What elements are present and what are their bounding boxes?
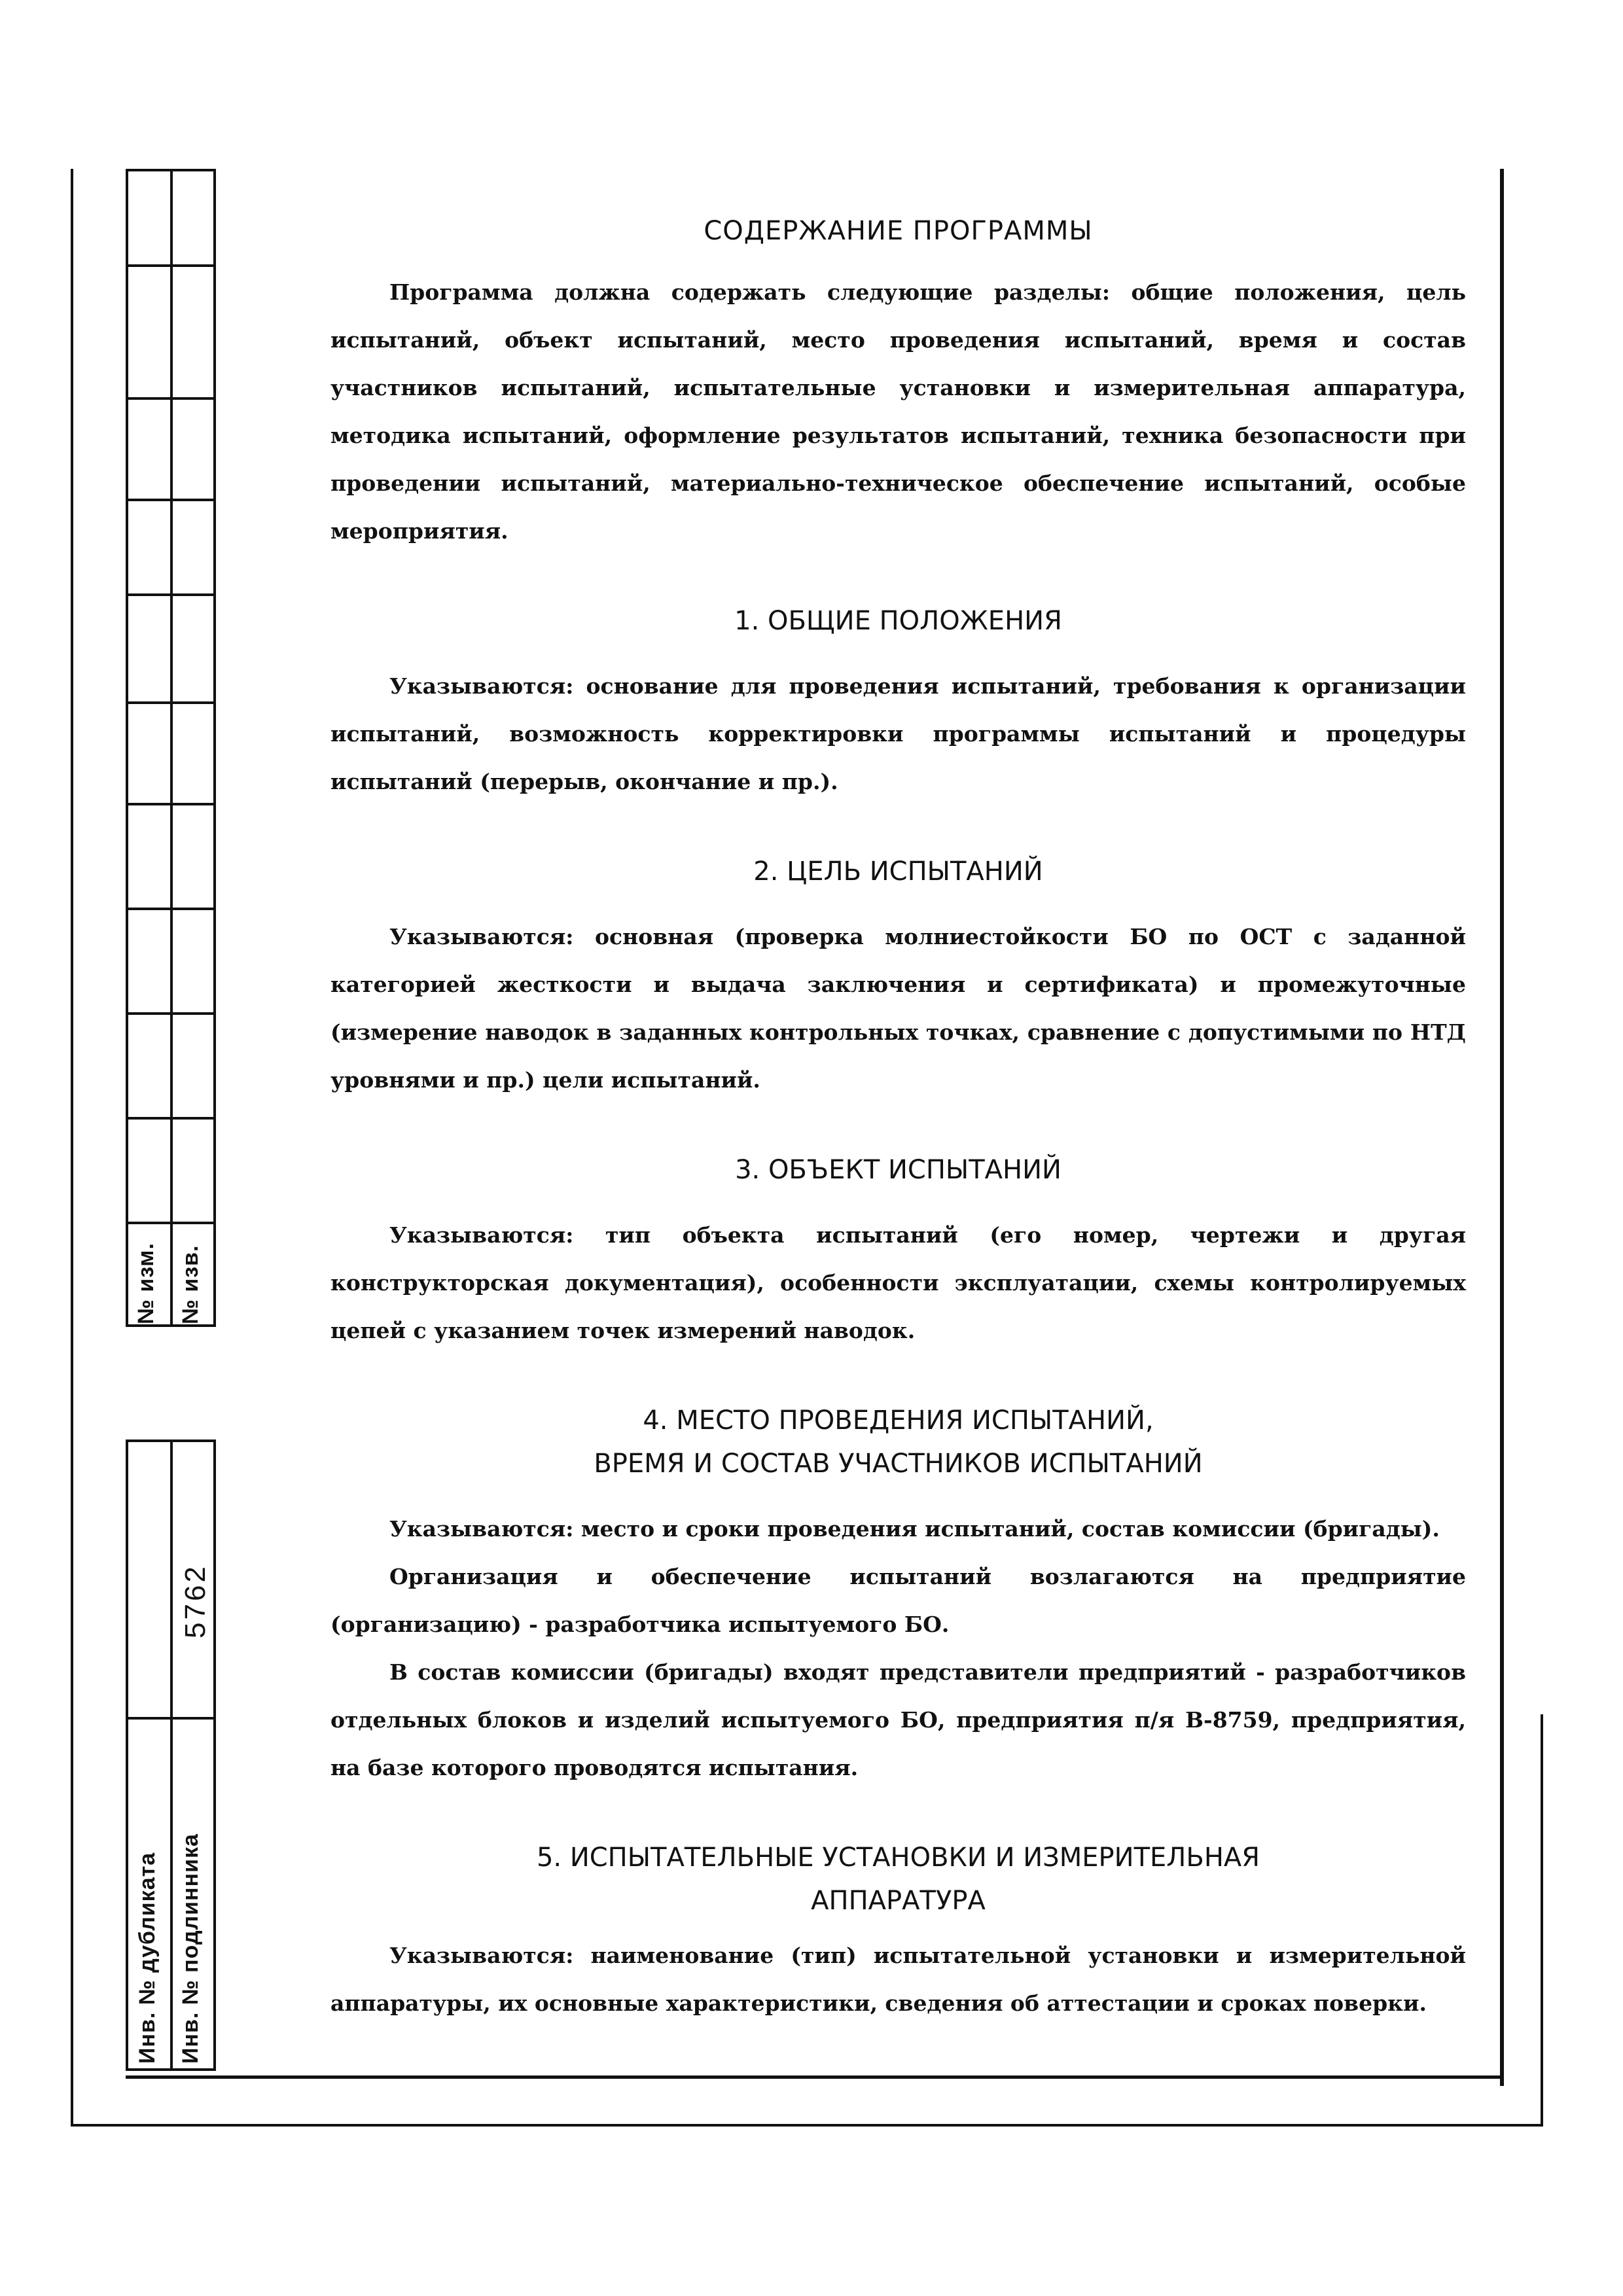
section-3-text: Указываются: тип объекта испытаний (его номер, чертежи и другая конструкторская документация), особенности эксплуатации, схемы контролируемых цепей с указанием точек измерений наводок. bbox=[330, 1222, 1466, 1343]
stamp-cell-line bbox=[128, 499, 213, 501]
stamp-cell-line bbox=[128, 1717, 213, 1720]
frame-right-outer bbox=[1541, 1714, 1543, 2127]
intro-paragraph: Программа должна содержать следующие разделы: общие положения, цель испытаний, объект испытаний, место проведения испытаний, время и состав участников испытаний, испытательные установки и измерительная аппаратура, методика испытаний, оформление результатов испытаний, техника безопасности при проведении испытаний, материально-техническое обеспечение испытаний, особые мероприятия. bbox=[330, 279, 1466, 544]
stamp-cell-line bbox=[128, 908, 213, 910]
stamp-cell-line bbox=[128, 803, 213, 805]
section-4-heading-line1: 4. МЕСТО ПРОВЕДЕНИЯ ИСПЫТАНИЙ, bbox=[643, 1405, 1154, 1436]
stamp-label-izv: № изв. bbox=[178, 1245, 203, 1324]
frame-left-outer bbox=[71, 169, 73, 2125]
stamp-cell-line bbox=[128, 1012, 213, 1015]
document-body bbox=[330, 216, 1466, 2027]
section-5-heading-line2: АППАРАТУРА bbox=[811, 1886, 986, 1916]
margin-stamp-bottom bbox=[126, 1439, 216, 2071]
stamp-cell-line bbox=[128, 264, 213, 267]
inv-number: 5762 bbox=[179, 1564, 211, 1638]
stamp-cell-line bbox=[128, 701, 213, 704]
section-4-text-1: Указываются: место и сроки проведения испытаний, состав комиссии (бригады). bbox=[389, 1516, 1440, 1542]
stamp-column-divider bbox=[170, 171, 173, 1324]
section-2-text: Указываются: основная (проверка молниестойкости БО по ОСТ с заданной категорией жесткости и выдача заключения и сертификата) и промежуточные (измерение наводок в заданных контрольных точках, сравнение с допустимыми по НТД уровнями и пр.) цели испытаний. bbox=[330, 924, 1466, 1093]
section-4-text-3: В состав комиссии (бригады) входят представители предприятий - разработчиков отдельных блоков и изделий испытуемого БО, предприятия п/я В-8759, предприятия, на базе которого проводятся испытания. bbox=[330, 1659, 1466, 1780]
frame-bottom-outer bbox=[71, 2124, 1543, 2127]
section-4-heading-line2: ВРЕМЯ И СОСТАВ УЧАСТНИКОВ ИСПЫТАНИЙ bbox=[594, 1449, 1203, 1479]
stamp-cell-line bbox=[128, 593, 213, 596]
frame-bottom-inner bbox=[126, 2075, 1504, 2079]
stamp-label-podlinnika: Инв. № подлинника bbox=[178, 1833, 203, 2064]
section-1-heading: 1. ОБЩИЕ ПОЛОЖЕНИЯ bbox=[734, 606, 1062, 636]
stamp-cell-line bbox=[128, 397, 213, 400]
margin-stamp-top bbox=[126, 169, 216, 1327]
section-5-text: Указываются: наименование (тип) испытательной установки и измерительной аппаратуры, их основные характеристики, сведения об аттестации и сроках поверки. bbox=[330, 1943, 1466, 2016]
document-title: СОДЕРЖАНИЕ ПРОГРАММЫ bbox=[704, 216, 1093, 246]
section-4-text-2: Организация и обеспечение испытаний возлагаются на предприятие (организацию) - разработчика испытуемого БО. bbox=[330, 1564, 1466, 1637]
stamp-cell-line bbox=[128, 1222, 213, 1224]
stamp-label-dublikata: Инв. № дубликата bbox=[135, 1852, 160, 2064]
stamp-label-izm: № изм. bbox=[134, 1243, 158, 1324]
stamp-column-divider bbox=[170, 1442, 173, 2068]
section-3-heading: 3. ОБЪЕКТ ИСПЫТАНИЙ bbox=[735, 1155, 1061, 1185]
section-5-heading-line1: 5. ИСПЫТАТЕЛЬНЫЕ УСТАНОВКИ И ИЗМЕРИТЕЛЬНАЯ bbox=[536, 1843, 1260, 1873]
section-2-heading: 2. ЦЕЛЬ ИСПЫТАНИЙ bbox=[753, 857, 1043, 887]
stamp-cell-line bbox=[128, 1117, 213, 1120]
section-1-text: Указываются: основание для проведения испытаний, требования к организации испытаний, возможность корректировки программы испытаний и процедуры испытаний (перерыв, окончание и пр.). bbox=[330, 673, 1466, 794]
frame-right-inner bbox=[1500, 169, 1504, 2086]
